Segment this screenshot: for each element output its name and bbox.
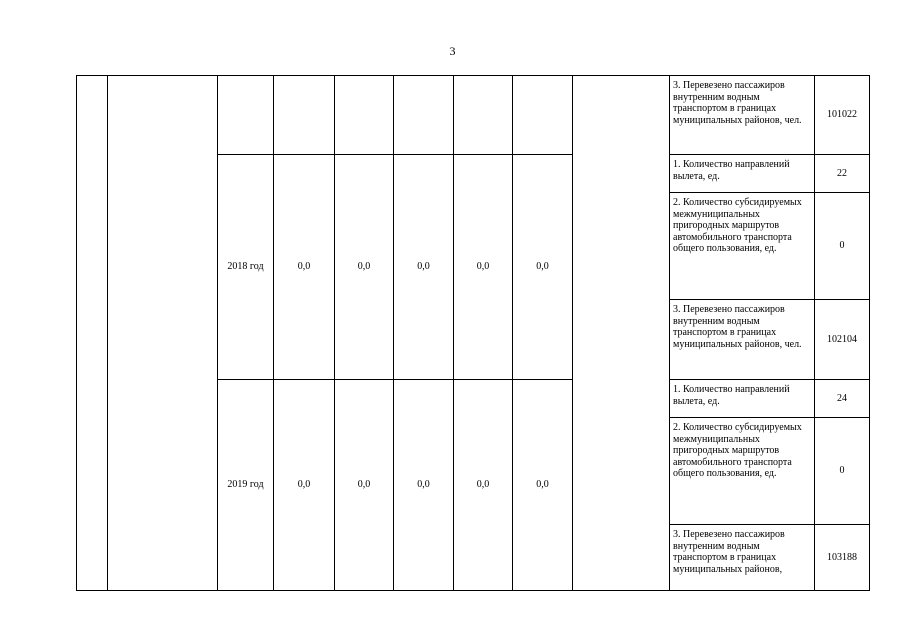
indicator-name: 2. Количество субсидируемых межмуниципальных пригородных маршрутов автомобильного транспорта общего пользования, ед. bbox=[670, 193, 815, 300]
indicator-name: 2. Количество субсидируемых межмуниципальных пригородных маршрутов автомобильного транспорта общего пользования, ед. bbox=[670, 418, 815, 525]
indicator-value: 22 bbox=[815, 155, 870, 193]
amount-cell bbox=[513, 76, 573, 155]
amount-value: 0,0 bbox=[394, 380, 454, 591]
indicator-name: 1. Количество направлений вылета, ед. bbox=[670, 155, 815, 193]
indicator-name: 3. Перевезено пассажиров внутренним водным транспортом в границах муниципальных районов, чел. bbox=[670, 76, 815, 155]
amount-cell bbox=[274, 76, 335, 155]
amount-value: 0,0 bbox=[454, 155, 513, 380]
amount-value: 0,0 bbox=[274, 380, 335, 591]
indicator-value: 0 bbox=[815, 193, 870, 300]
amount-value: 0,0 bbox=[335, 380, 394, 591]
indicator-value: 24 bbox=[815, 380, 870, 418]
amount-cell bbox=[394, 76, 454, 155]
number-cell bbox=[77, 76, 108, 591]
amount-value: 0,0 bbox=[394, 155, 454, 380]
amount-value: 0,0 bbox=[513, 380, 573, 591]
page-number: 3 bbox=[449, 44, 456, 58]
indicator-name: 3. Перевезено пассажиров внутренним водным транспортом в границах муниципальных районов, bbox=[670, 525, 815, 591]
year-label: 2018 год bbox=[218, 155, 274, 380]
amount-value: 0,0 bbox=[513, 155, 573, 380]
amount-value: 0,0 bbox=[335, 155, 394, 380]
amount-value: 0,0 bbox=[274, 155, 335, 380]
year-label: 2019 год bbox=[218, 380, 274, 591]
amount-cell bbox=[335, 76, 394, 155]
table-row bbox=[77, 76, 870, 155]
indicator-name: 3. Перевезено пассажиров внутренним водным транспортом в границах муниципальных районов, чел. bbox=[670, 300, 815, 380]
name-cell bbox=[108, 76, 218, 591]
year-cell bbox=[218, 76, 274, 155]
program-table bbox=[76, 75, 870, 591]
indicator-value: 0 bbox=[815, 418, 870, 525]
indicator-value: 103188 bbox=[815, 525, 870, 591]
indicator-value: 101022 bbox=[815, 76, 870, 155]
amount-cell bbox=[454, 76, 513, 155]
executor-cell bbox=[573, 76, 670, 591]
indicator-value: 102104 bbox=[815, 300, 870, 380]
amount-value: 0,0 bbox=[454, 380, 513, 591]
indicator-name: 1. Количество направлений вылета, ед. bbox=[670, 380, 815, 418]
